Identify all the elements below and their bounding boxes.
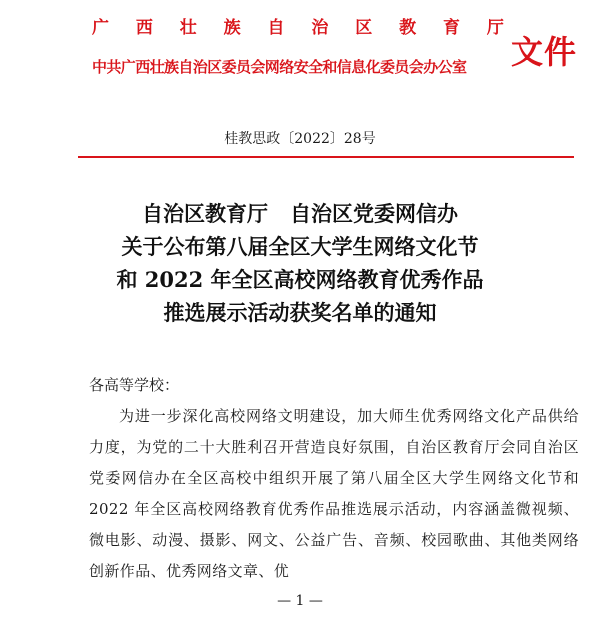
title-line-3: 和 2022 年全区高校网络教育优秀作品 [116,267,484,292]
body-paragraph: 为进一步深化高校网络文明建设，加大师生优秀网络文化产品供给力度，为党的二十大胜利召开营造良好氛围，自治区教育厅会同自治区党委网信办在全区高校中组织开展了第八届全区大学生网络文化节和 2022 年全区高校网络教育优秀作品推选展示活动，内容涵盖微视频、微电影、动漫、摄影、网文、公益广告、音频、校园歌曲、其他类网络创新作品、优秀网络文章、优 [89,407,579,580]
title-line-2: 关于公布第八届全区大学生网络文化节 [121,234,479,259]
issuer-header [92,18,504,76]
red-divider [78,156,574,158]
issuer-line-1: 广 西 壮 族 自 治 区 教 育 厅 [92,18,504,38]
document-title [0,197,600,329]
salutation: 各高等学校： [89,376,180,394]
page-number: — 1 — [277,593,323,609]
title-line-1: 自治区教育厅 自治区党委网信办 [142,201,458,226]
document-number: 桂教思政〔2022〕28号 [224,131,376,147]
title-line-4: 推选展示活动获奖名单的通知 [163,300,437,325]
issuer-line-2: 中共广西壮族自治区委员会网络安全和信息化委员会办公室 [92,58,467,76]
document-mark: 文件 [511,33,578,71]
